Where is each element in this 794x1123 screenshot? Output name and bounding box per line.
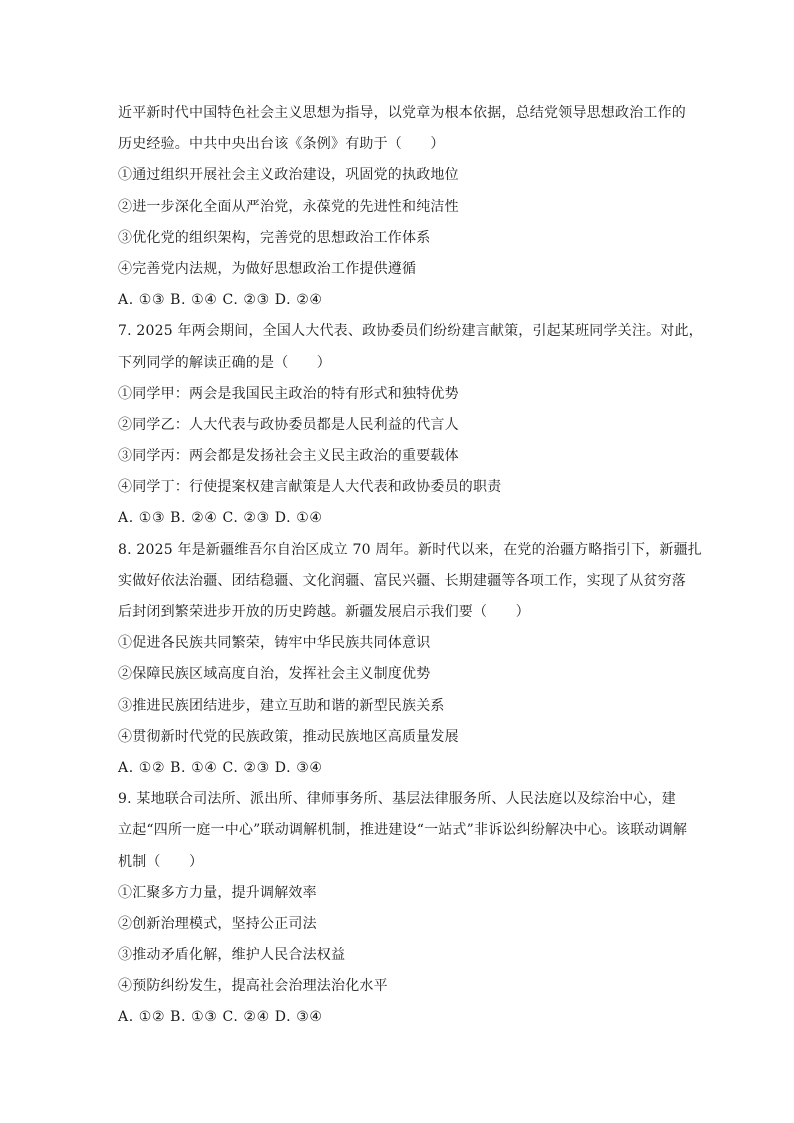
question-7-answer-choices: A. ①③ B. ②④ C. ②③ D. ①④ (118, 510, 323, 527)
question-6-option-2: ②进一步深化全面从严治党，永葆党的先进性和纯洁性 (118, 198, 459, 215)
question-8-option-3: ③推进民族团结进步，建立互助和谐的新型民族关系 (118, 697, 445, 714)
question-6-option-4: ④完善党内法规，为做好思想政治工作提供遵循 (118, 260, 417, 277)
question-9-stem-line-1: 9. 某地联合司法所、派出所、律师事务所、基层法律服务所、人民法庭以及综治中心，建 (118, 791, 677, 808)
question-8-option-4: ④贯彻新时代党的民族政策，推动民族地区高质量发展 (118, 728, 459, 745)
question-8-answer-choices: A. ①② B. ①④ C. ②③ D. ③④ (118, 759, 323, 776)
question-9-option-1: ①汇聚多方力量，提升调解效率 (118, 884, 317, 901)
question-8-stem-line-1: 8. 2025 年是新疆维吾尔自治区成立 70 周年。新时代以来，在党的治疆方略指引下，新疆扎 (118, 541, 702, 558)
question-6-answer-choices: A. ①③ B. ①④ C. ②③ D. ②④ (118, 292, 323, 309)
question-9-option-4: ④预防纠纷发生，提高社会治理法治化水平 (118, 978, 388, 995)
question-6-stem-line-2: 历史经验。中共中央出台该《条例》有助于（ ） (118, 136, 445, 153)
question-content (118, 98, 703, 1034)
question-9-answer-choices: A. ①② B. ①③ C. ②④ D. ③④ (118, 1009, 323, 1026)
question-9-stem-line-3: 机制（ ） (118, 853, 204, 870)
question-9-option-2: ②创新治理模式，坚持公正司法 (118, 915, 317, 932)
question-8-stem-line-3: 后封闭到繁荣进步开放的历史跨越。新疆发展启示我们要（ ） (118, 604, 530, 620)
question-6 (118, 98, 684, 316)
question-7-option-1: ①同学甲：两会是我国民主政治的特有形式和独特优势 (118, 385, 459, 402)
question-6-option-1: ①通过组织开展社会主义政治建设，巩固党的执政地位 (118, 167, 459, 184)
question-9-option-3: ③推动矛盾化解，维护人民合法权益 (118, 947, 346, 964)
question-9-stem-line-2: 立起“四所一庭一中心”联动调解机制，推进建设“一站式”非诉讼纠纷解决中心。该联动调解 (118, 822, 688, 839)
question-6-stem-line-1: 近平新时代中国特色社会主义思想为指导，以党章为根本依据，总结党领导思想政治工作的 (118, 105, 686, 121)
question-8-option-2: ②保障民族区域高度自治，发挥社会主义制度优势 (118, 666, 431, 683)
question-7-stem-line-1: 7. 2025 年两会期间，全国人大代表、政协委员们纷纷建言献策，引起某班同学关注。对此， (118, 323, 703, 340)
question-7 (118, 316, 703, 534)
question-7-stem-line-2: 下列同学的解读正确的是（ ） (118, 354, 331, 371)
question-7-option-4: ④同学丁：行使提案权建言献策是人大代表和政协委员的职责 (118, 479, 502, 496)
question-9 (118, 784, 688, 1034)
question-8-stem-line-2: 实做好依法治疆、团结稳疆、文化润疆、富民兴疆、长期建疆等各项工作，实现了从贫穷落 (118, 572, 686, 589)
question-8-option-1: ①促进各民族共同繁荣，铸牢中华民族共同体意识 (118, 635, 431, 652)
question-6-option-3: ③优化党的组织架构，完善党的思想政治工作体系 (118, 229, 431, 246)
question-7-option-3: ③同学丙：两会都是发扬社会主义民主政治的重要载体 (118, 448, 459, 465)
question-8 (118, 535, 702, 785)
question-7-option-2: ②同学乙：人大代表与政协委员都是人民利益的代言人 (118, 416, 459, 433)
